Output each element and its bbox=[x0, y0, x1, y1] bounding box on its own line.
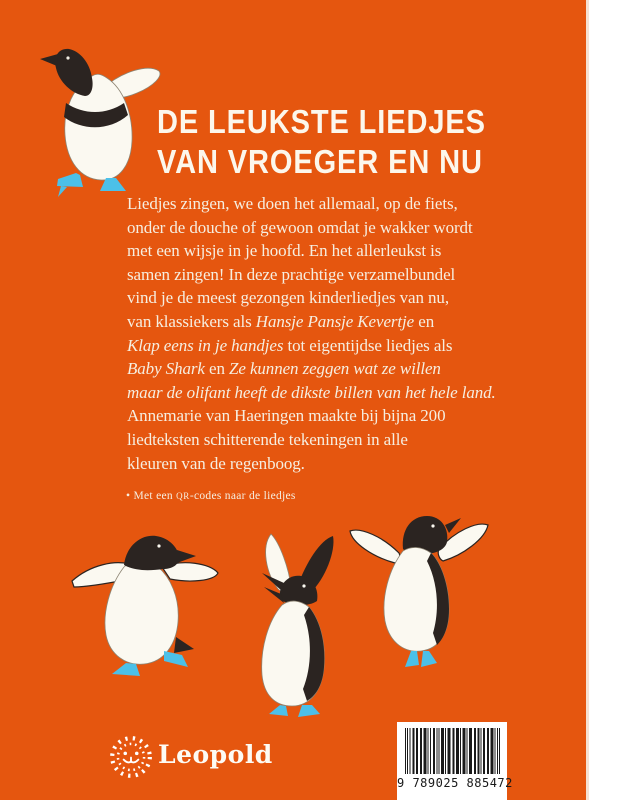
text-segment: Annemarie van Haeringen maakte bij bijna 200 bbox=[127, 406, 446, 426]
qr-note bbox=[126, 490, 296, 502]
text-segment: tot eigentijdse liedjes als bbox=[283, 335, 453, 355]
lion-icon bbox=[108, 734, 154, 780]
body-text-line bbox=[127, 357, 527, 381]
body-text-line bbox=[127, 381, 527, 405]
text-segment: Ze kunnen zeggen wat ze willen bbox=[229, 359, 441, 379]
body-text-line bbox=[127, 428, 527, 452]
barcode-number: 9 789025 885472 bbox=[397, 776, 513, 790]
body-text-line bbox=[127, 404, 527, 428]
text-segment: Liedjes zingen, we doen het allemaal, op de fiets, bbox=[127, 194, 458, 213]
text-segment: QR bbox=[176, 491, 190, 501]
barcode-bars bbox=[405, 728, 500, 774]
text-segment: en bbox=[414, 311, 435, 331]
body-text-line bbox=[127, 310, 527, 334]
body-text-line bbox=[127, 452, 527, 476]
text-segment: kleuren van de regenboog. bbox=[127, 453, 305, 473]
text-segment: van klassiekers als bbox=[127, 311, 256, 331]
body-text-line bbox=[127, 216, 527, 240]
body-text-line bbox=[127, 239, 527, 263]
book-title-line1: DE LEUKSTE LIEDJES bbox=[157, 103, 486, 140]
text-segment: vind je de meest gezongen kinderliedjes van nu, bbox=[127, 288, 449, 308]
jumping-penguin-bottom-right-illustration bbox=[345, 503, 493, 671]
body-text-line bbox=[127, 286, 527, 310]
book-title bbox=[157, 102, 486, 182]
dancing-penguin-top-left-illustration bbox=[28, 45, 168, 203]
body-text bbox=[127, 192, 527, 475]
book-title-line2: VAN VROEGER EN NU bbox=[157, 143, 483, 180]
dancing-penguin-bottom-left-illustration bbox=[64, 525, 224, 680]
text-segment: Hansje Pansje Kevertje bbox=[255, 311, 415, 331]
text-segment: onder de douche of gewoon omdat je wakker wordt bbox=[127, 217, 473, 237]
text-segment: • Met een bbox=[126, 490, 177, 502]
text-segment: liedteksten schitterende tekeningen in alle bbox=[127, 429, 408, 449]
text-segment: samen zingen! In deze prachtige verzamelbundel bbox=[127, 264, 456, 284]
text-segment: maar de olifant heeft de dikste billen van het hele land. bbox=[127, 382, 496, 402]
singing-penguin-bottom-middle-illustration bbox=[238, 527, 350, 719]
text-segment: en bbox=[204, 359, 229, 379]
barcode-panel bbox=[397, 722, 513, 800]
text-segment: met een wijsje in je hoofd. En het allerleukst is bbox=[127, 241, 442, 261]
body-text-line bbox=[127, 334, 527, 358]
text-segment: -codes naar de liedjes bbox=[189, 490, 296, 502]
text-segment: Baby Shark bbox=[127, 359, 205, 379]
text-segment: Klap eens in je handjes bbox=[127, 335, 284, 355]
body-text-line bbox=[127, 263, 527, 287]
publisher-name: Leopold bbox=[158, 740, 273, 769]
body-text-line bbox=[127, 192, 527, 216]
